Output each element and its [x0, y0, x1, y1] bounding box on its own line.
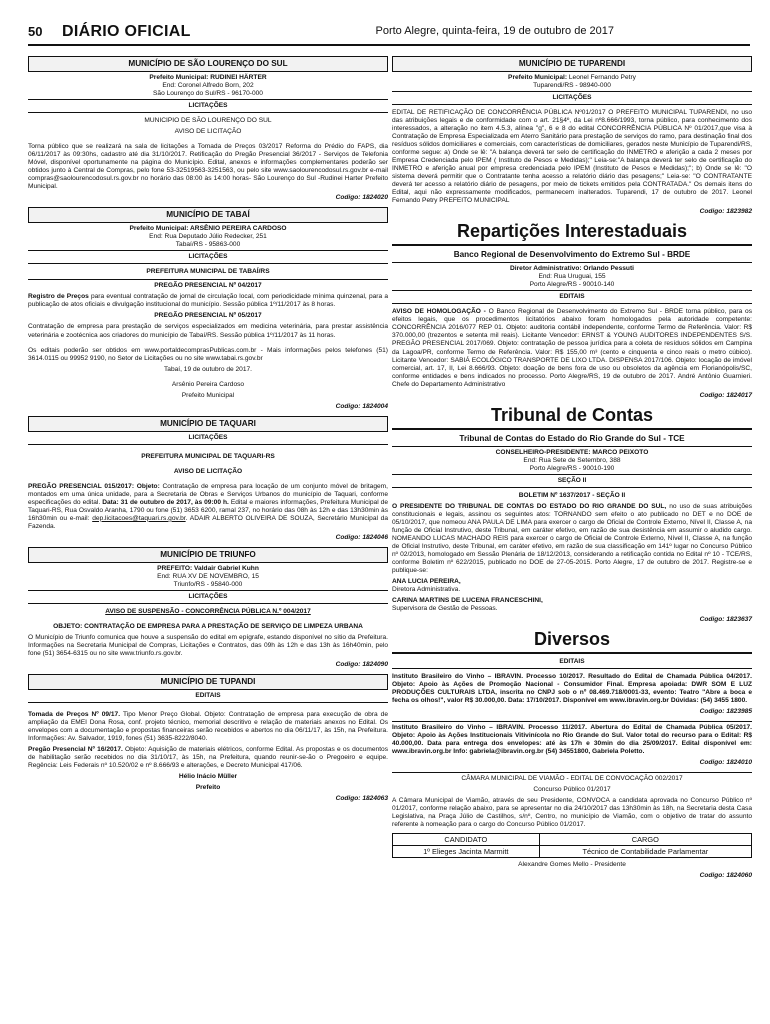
signature-name: Arsênio Pereira Cardoso: [171, 380, 245, 388]
subsection-label: LICITAÇÕES: [28, 591, 388, 604]
signature: [392, 578, 752, 594]
publication-code: Codigo: 1824010: [699, 759, 752, 767]
publication-code: Codigo: 1824046: [335, 533, 388, 541]
signature-name: Alexandre Gomes Mello - Presidente: [518, 860, 626, 868]
notice-body: A Câmara Municipal de Viamão, através de seu Presidente, CONVOCA a candidata aprovada no Concurso Público nº 01/2017, conforme relação abaixo, para se apresentar no dia 24/10/2017 das 13h30min às 18h, na Secretaria desta Casa Legislativa, na Praça Júlio de Castilhos, s/nº, Centro, no município de Viamão, com o objetivo de tratar do assunto referente à nomeação para o cargo do Concurso Público 01/2017.: [392, 797, 752, 829]
table-header: CANDIDATO: [393, 833, 540, 845]
notice-heading: PREGÃO PRESENCIAL Nº 05/2017: [154, 312, 262, 320]
institution-info: [392, 72, 752, 92]
mayor-name: Prefeito Municipal: RUDINEI HÄRTER: [149, 74, 267, 81]
notice-tupandi: [28, 674, 388, 803]
subsection-label: LICITAÇÕES: [28, 251, 388, 264]
publication-code: Codigo: 1824017: [699, 391, 752, 399]
left-column: [28, 56, 388, 808]
signature: [392, 597, 752, 613]
notice-heading: OBJETO: CONTRATAÇÃO DE EMPRESA PARA A PRESTAÇÃO DE SERVIÇO DE LIMPEZA URBANA: [53, 622, 363, 630]
institution-info: [392, 263, 752, 291]
publication-code: Codigo: 1824090: [335, 661, 388, 669]
address-line: End: Rua Deputado Júlio Redecker, 251: [149, 233, 267, 241]
institution-info: [28, 223, 388, 251]
notice-lead: Registro de Preços: [28, 293, 89, 301]
address-line: End: Rua Sete de Setembro, 388: [523, 456, 621, 464]
table-header: CARGO: [539, 833, 751, 845]
category-heading: Tribunal de Contas: [392, 405, 752, 430]
notice-body: [28, 483, 388, 531]
mayor-name: Leonel Fernando Petry: [567, 74, 636, 81]
signature-role: Prefeito: [195, 784, 221, 792]
subsection-label: EDITAIS: [28, 690, 388, 703]
notice-heading: CÂMARA MUNICIPAL DE VIAMÃO - EDITAL DE CONVOCAÇÃO 002/2017: [461, 775, 683, 783]
notice-lead: O PRESIDENTE DO TRIBUNAL DE CONTAS DO ESTADO DO RIO GRANDE DO SUL,: [392, 502, 667, 510]
notice-tuparendi: [392, 56, 752, 216]
address-line: Tuparendi/RS - 98940-000: [533, 82, 611, 90]
section-title: MUNICÍPIO DE TUPARENDI: [392, 56, 752, 72]
candidate-table: [392, 833, 752, 858]
notice-text: O Banco Regional de Desenvolvimento do Extremo Sul - BRDE torna público, para os efeitos legais, que os procedimentos licitatórios abaixo foram homologados pela autoridade competente: CONCORRÊNCIA 2016/077 REP 01. Objeto: auditoria contábil independente, conforme Termo de Referência. Valor: R$ 370.000,00 (trezentos e setenta mil reais). Licitante Vencedor: ERNST & YOUNG AUDITORES INDEPENDENTES S/S. PREGÃO PRESENCIAL 2017/069. Objeto: contratação de pessoa jurídica para a coleta de resíduos sólidos em Campina da Lagoa/PR, conforme Termo de Referência. Valor: R$ 155,00 m³ (cento e cinquenta e cinco reais o metro cúbico). Licitante Vencedor: SABIÁ ECOLÓGICO TRANSPORTE DE LIXO LTDA. DISPENSA 2017/106. Objeto: locação de imóvel comercial, art. 17, II, Lei 8.666/93. Objeto: doação de bens fora de uso ou obsoletos da agência em Florianópolis/SC, conforme entidades e bens indicados no processo. Porto Alegre/RS, 19 de outubro de 2017. André Antônio Guarnieri. Chefe do Departamento Administrativo: [392, 308, 752, 388]
notice-lead: Pregão Presencial Nº 16/2017.: [28, 746, 123, 754]
notice-sao-lourenco: [28, 56, 388, 202]
notice-text: no uso de suas atribuições constitucionais e legais, assinou os seguintes atos: TORNANDO sem efeito o ato publicado no DET e no DOE de 05/10/2017, que nomeou ANA PAULA DE LIMA para exercer o cargo de Oficial de Controle Externo, Nível II, Classe A, na função de Oficial Instrutivo, deste Tribunal, em caráter efetivo, em razão de sua desistência em assumir o aludido cargo. NOMEANDO LUCAS MACHADO REIS para exercer o cargo de Oficial de Controle Externo, Nível II, Classe A, na função de Oficial Instrutivo, deste Tribunal, em caráter efetivo, em razão de sua classificação em 141º lugar no Concurso Público nº 02/2013, homologado em Sessão Plenária de 18/12/2013, considerando a retificação contida no Edital nº 10 - TCE/RS, conforme Boletim nº 622/2015, publicado no DOE de 27-05-2015. Porto Alegre, 17 de outubro de 2017. Registre-se e publique-se:: [392, 502, 753, 574]
place-date: Tabaí, 19 de outubro de 2017.: [164, 365, 252, 373]
page-header: [28, 20, 750, 46]
notice-text: Edital e maiores informações, Prefeitura Municipal de Taquari-RS, Rua Osvaldo Aranha, 1790 ou fone (51) 3653 6200, ramal 237, no horário das 08h às 12h e das 13h30min às 16h30min ou e-mail:: [28, 498, 388, 522]
section-title: MUNICÍPIO DE TRIUNFO: [28, 547, 388, 563]
bulletin-number: BOLETIM Nº 1637/2017 - SEÇÃO II: [518, 491, 626, 499]
signature-name: Hélio Inácio Müller: [178, 773, 238, 781]
notice-line: AVISO DE LICITAÇÃO: [174, 128, 242, 136]
notice-lead: Tomada de Preços Nº 09/17.: [28, 711, 121, 719]
section-title: MUNICÍPIO DE SÃO LOURENÇO DO SUL: [28, 56, 388, 72]
signature-name: ANA LUCIA PEREIRA,: [392, 577, 461, 585]
publication-date: Porto Alegre, quinta-feira, 19 de outubro de 2017: [375, 25, 614, 37]
director-name: Diretor Administrativo: Orlando Pessuti: [510, 265, 634, 273]
institution-info: [28, 72, 388, 100]
notice-body: [28, 293, 388, 309]
notice-heading: PREGÃO PRESENCIAL Nº 04/2017: [154, 282, 262, 290]
subsection-label: LICITAÇÕES: [392, 92, 752, 105]
notice-date: Data: 31 de outubro de 2017, às 09:00 h.: [102, 498, 229, 506]
notice-text: Objeto: Aquisição de materiais elétricos, conforme Edital. As propostas e os documentos de habilitação serão recebidos no dia 31/10/17, às 15h, na Prefeitura, quando reunir-se-ão o Pregoeiro e equipe. Regência: Leis Federais nº 10.520/02 e nº 8.666/93 e alterações, e Decreto Municipal 417/06.: [28, 746, 388, 770]
notice-triunfo: [28, 547, 388, 669]
signature-role: Prefeito Municipal: [181, 391, 235, 399]
publication-code: Codigo: 1824004: [335, 402, 388, 410]
section-title: MUNICÍPIO DE TABAÍ: [28, 207, 388, 223]
publication-code: Codigo: 1823985: [699, 708, 752, 716]
publication-code: Codigo: 1824060: [699, 871, 752, 879]
category-heading: Diversos: [392, 629, 752, 654]
subsection-label: EDITAIS: [392, 291, 752, 304]
address-line: São Lourenço do Sul/RS - 96170-000: [153, 90, 263, 98]
notice-text: . ADAIR ALBERTO OLIVEIRA DE SOUZA, Secretário Municipal da Fazenda.: [28, 514, 389, 530]
notice-lead: PREGÃO PRESENCIAL 015/2017: Objeto:: [28, 482, 160, 490]
notice-body: O Município de Triunfo comunica que houve a suspensão do edital em epígrafe, estando disponível no sítio da Prefeitura. Informações na Secretaria Municipal de Compras, Licitações e Contratos, das 09h às 12h e das 13h às 16h40min, pelo fone (51) 3654-6315 ou no site www.triunfo.rs.gov.br.: [28, 634, 388, 658]
notice-body: [28, 746, 388, 770]
section-title: MUNICÍPIO DE TAQUARI: [28, 416, 388, 432]
institution-info: [28, 563, 388, 591]
subsection-label: LICITAÇÕES: [28, 100, 388, 113]
publication-code: Codigo: 1824020: [335, 194, 388, 202]
section-title: Banco Regional de Desenvolvimento do Extremo Sul - BRDE: [392, 248, 752, 263]
publication-code: Codigo: 1823637: [699, 616, 752, 624]
address-line: Porto Alegre/RS - 90010-190: [529, 464, 615, 472]
institution-info: [392, 447, 752, 475]
address-line: Tabaí/RS - 95863-000: [175, 241, 241, 249]
publication-title: DIÁRIO OFICIAL: [62, 23, 191, 40]
notice-text: Contratação de empresa para locação de um conjunto móvel de britagem, montados em uma única unidade, para a Secretaria de Obras e Serviços Urbanos do município de Taquari, conforme especificações do edital.: [28, 482, 388, 506]
notice-text: Tipo Menor Preço Global. Objeto: Contratação de empresa para execução de obra de ampliação da EMEI Dona Rosa, conf. projeto técnico, memorial descritivo e relação de materiais anexos no Edital. Os envelopes com a documentação e propostas financeiras serão recebidos e abertos no dia 06/11/17, às 15h, na Prefeitura. Informações: Av. Salvador, 1919, fones (51) 3635-8222/8040.: [28, 711, 389, 743]
notice-line: MUNICIPIO DE SÃO LOURENÇO DO SUL: [144, 117, 272, 125]
notice-body: [392, 308, 752, 388]
notice-brde: [392, 221, 752, 399]
subsection-label: LICITAÇÕES: [28, 432, 388, 445]
notice-subheading: Concurso Público 01/2017: [533, 786, 611, 794]
address-line: Triunfo/RS - 95840-000: [173, 580, 243, 588]
notice-body: [392, 503, 752, 575]
subsection-label: EDITAIS: [392, 656, 752, 669]
table-header-row: [393, 833, 752, 845]
notice-body: Torna público que se realizará na sala de licitações a Tomada de Preços 03/2017 Reforma do Prédio do FAPS, dia 06/11/2017 às 09:30hs, cadastro até dia 31/10/2017. Retificação do Pregão Presencial 36/2017 - Serviços de Telefonia Móvel, disponível oportunamente na página do Município. Edital, anexos e informações complementares poderão ser obtidos junto à Central de Compras, pelo fone 53-32519563-3251563, ou pelo site www.saolourencodosul.rs.gov.br e-mail compras@saolourencodosul.rs.gov.br no horário das 08:00 às 14:00 horas- São Lourenço do Sul -Rudinei Harter Prefeito Municipal.: [28, 143, 388, 191]
table-row: [393, 845, 752, 857]
address-line: End: Rua Uruguai, 155: [538, 273, 606, 281]
notice-body: Instituto Brasileiro do Vinho – IBRAVIN. Processo 11/2017. Abertura do Edital de Chamada Pública 05/2017. Objeto: Apoio às Ações Institucionais Vitivinícola no Rio Grande do Sul. Valor total do recurso para o Edital: R$ 40.000,00. Data para entrega dos envelopes: até às 17h e 30min do dia 25/09/2017. Edital disponível em: www.ibravin.org.br Info: gabriela@ibravin.org.br (54) 34551800, Gabriela Poletto.: [392, 724, 752, 756]
signature-role: Supervisora de Gestão de Pessoas.: [392, 605, 498, 613]
page-number: 50: [28, 24, 43, 39]
notice-body: Instituto Brasileiro do Vinho – IBRAVIN. Processo 10/2017. Resultado do Edital de Chamada Pública 04/2017. Objeto: Apoio às Ações de Promoção Nacional - Consumidor Final. Empresa apoiada: DWR SOM E LUZ PRODUÇÕES CULTURAIS LTDA, inscrita no CNPJ sob o nº 08.469.718/0001-33, evento: Teatro "Abre a boca e fecha os olhos!", valor R$ 30.000,00. Data: 17/10/2017. Disponível em www.ibravin.org.br Dúvidas: (54) 3455 1800.: [392, 673, 752, 705]
address-line: Porto Alegre/RS - 90010-140: [529, 281, 615, 289]
mayor-label: Prefeito Municipal:: [508, 74, 568, 81]
president-name: CONSELHEIRO-PRESIDENTE: MARCO PEIXOTO: [495, 448, 649, 456]
notice-lead: AVISO DE HOMOLOGAÇÃO -: [392, 308, 486, 316]
right-column: [392, 56, 752, 885]
signature-name: CARINA MARTINS DE LUCENA FRANCESCHINI,: [392, 597, 543, 605]
category-heading: Repartições Interestaduais: [392, 221, 752, 246]
mayor-name: Prefeito Municipal: ARSÊNIO PEREIRA CARDOSO: [129, 225, 287, 233]
notice-body: EDITAL DE RETIFICAÇÃO DE CONCORRÊNCIA PÚBLICA Nº01/2017 O PREFEITO MUNICIPAL TUPARENDI, no uso das atribuições legais e de conformidade com o art. 21§4º, da Lei nº8.666/1993, torna público, para conhecimento dos interessados, a alteração no item 4.5.3, alínea "g", 6 e 8 do edital CONCORRÊNCIA PÚBLICA Nº 01/2017,que visa à Contratação de Empresa Especializada em Aterro Sanitário para prestação de serviços do ramo, para destinação final dos resíduos sólidos domiciliares e comerciais, com características de domiciliares, gerados neste Município de Tuparendi/RS, conforme segue: a) Onde se lê: "A balança deverá ter selo de certificação do INMETRO e aferição a cada 2 meses por Empresa Credenciada pelo IPEM ( Instituto de Pesos e Medidas);" Leia-se:"A balança deverá ter selo de certificação do INMETRO e aferição anual por empresa credenciada pelo IPEM (Instituto de Pesos e Medidas);"; b) Onde se lê: "O sistema deverá permitir que o Contratante tenha acesso a relatório diário das pesagens;" Leia-se: "O CONTRATANTE deverá ter acesso a relatório diário de pesagens, por meio de tickets emitidos pela CONTRATADA." Os demais itens do Edital, aqui não expressamente modificados, permanecem inalterados. Tuparendi, 17 de outubro de 2017. Leonel Fernando Petry PREFEITO MUNICIPAL: [392, 108, 752, 205]
mayor-line: [392, 74, 752, 82]
section-title: MUNICÍPIO DE TUPANDI: [28, 674, 388, 690]
notice-tce: [392, 405, 752, 624]
address-line: End: RUA XV DE NOVEMBRO, 15: [157, 572, 259, 580]
email-link[interactable]: dep.licitacoes@taquari.rs.gov.br: [92, 514, 186, 522]
notice-body: Os editais poderão ser obtidos em www.portaldecomprasPublicas.com.br - Mais informações pelos telefones (51) 3614.0115 ou 99952 9190, no Setor de Licitações ou no site www.tabai.rs.gov.br: [28, 346, 388, 362]
mayor-name: PREFEITO: Valdair Gabriel Kuhn: [157, 564, 259, 572]
notice-diversos: [392, 629, 752, 880]
signature-role: Diretora Administrativa.: [392, 586, 461, 594]
notice-heading: AVISO DE LICITAÇÃO: [173, 467, 243, 475]
organization-name: PREFEITURA MUNICIPAL DE TAQUARI-RS: [141, 452, 275, 460]
notice-body: Contratação de empresa para prestação de serviços especializados em medicina veterinária, para prestar assistência veterinária e zootécnica aos criadores do município de Tabaí/RS. Sessão pública 1º/11/2017 às 11 horas.: [28, 323, 388, 339]
notice-tabai: [28, 207, 388, 410]
notice-taquari: [28, 416, 388, 542]
address-line: End: Coronel Alfredo Born, 202: [162, 82, 254, 90]
section-title: Tribunal de Contas do Estado do Rio Grande do Sul - TCE: [392, 432, 752, 447]
publication-code: Codigo: 1824063: [335, 795, 388, 803]
organization-name: PREFEITURA MUNICIPAL DE TABAÍ/RS: [146, 268, 270, 276]
subsection-label: SEÇÃO II: [392, 475, 752, 488]
table-cell: Técnico de Contabilidade Parlamentar: [539, 845, 751, 857]
publication-code: Codigo: 1823982: [699, 208, 752, 216]
table-cell: 1º Elieges Jacinta Marmitt: [393, 845, 540, 857]
notice-heading: AVISO DE SUSPENSÃO - CONCORRÊNCIA PÚBLICA N.º 004/2017: [105, 607, 311, 615]
notice-body: [28, 711, 388, 743]
notice-text: para eventual contratação de jornal de circulação local, com periodicidade mínima quinzenal, para a publicação de atos oficiais e divulgação institucional do município. Sessão pública 1º/11/2017 às 8 horas.: [28, 293, 388, 309]
